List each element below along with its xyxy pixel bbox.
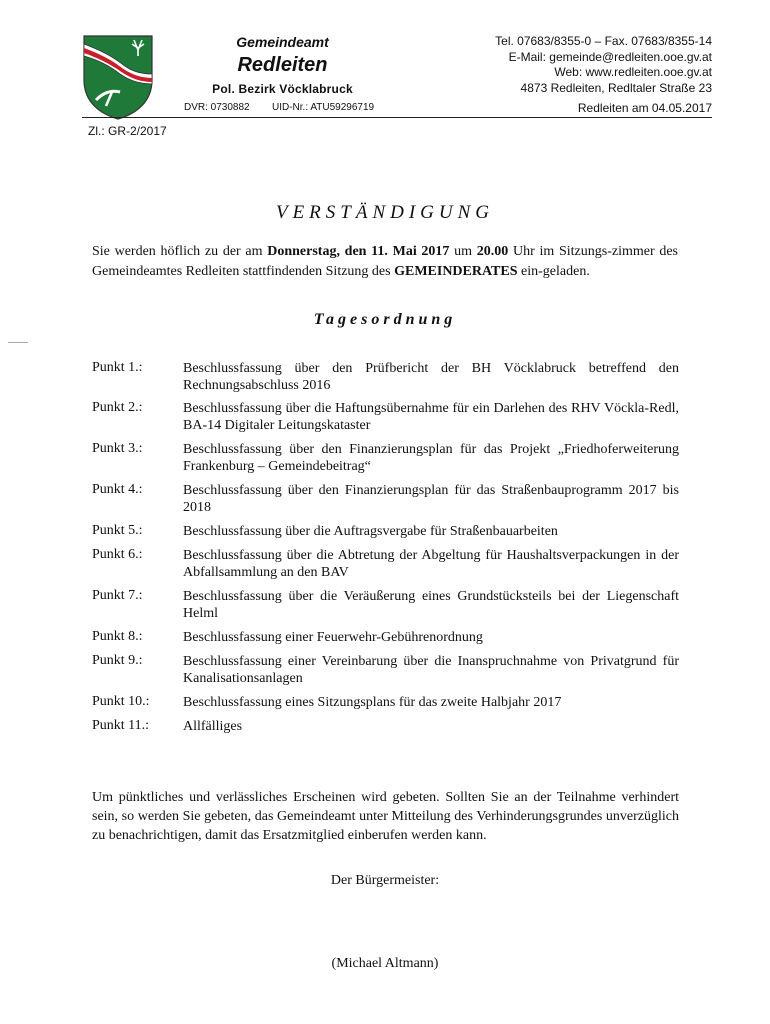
contact-web: Web: www.redleiten.ooe.gv.at <box>554 65 712 79</box>
meeting-time: 20.00 <box>476 244 509 259</box>
contact-phone: Tel. 07683/8355-0 – Fax. 07683/8355-14 <box>495 34 712 48</box>
contact-address: 4873 Redleiten, Redltaler Straße 23 <box>520 80 712 95</box>
org-line1: Gemeindeamt <box>236 34 329 50</box>
coat-of-arms-icon <box>82 34 154 120</box>
intro-text-1: Sie werden höflich zu der am <box>92 244 268 259</box>
closing-paragraph: Um pünktliches und verlässliches Erscheinen wird gebeten. Sollten Sie an der Teilnahme verhindert sein, so werden Sie gebeten, das Gemeindeamt unter Mitteilung des Verhinderungsgrundes unverzüglich zu benachrichtigen, damit das Ersatzmitglied einberufen werden kann. <box>92 790 679 843</box>
agenda-item-label: Punkt 5.: <box>92 523 143 538</box>
agenda-item-label: Punkt 7.: <box>92 588 143 603</box>
intro-text-2: um <box>449 244 477 259</box>
contact-email: E-Mail: gemeinde@redleiten.ooe.gv.at <box>508 49 712 64</box>
margin-mark <box>8 342 28 343</box>
agenda-item-text: Beschlussfassung eines Sitzungsplans für das zweite Halbjahr 2017 <box>183 695 562 710</box>
letter-date: Redleiten am 04.05.2017 <box>577 101 712 115</box>
agenda-item-label: Punkt 9.: <box>92 653 143 668</box>
agenda-item-label: Punkt 2.: <box>92 400 143 415</box>
agenda-title: Tagesordnung <box>313 311 457 328</box>
agenda-item-text: Beschlussfassung über den Finanzierungsplan für das Projekt „Friedhoferweiterung Frankenburg – Gemeindebeitrag“ <box>183 442 679 474</box>
intro-text-4: ein-geladen. <box>517 264 590 279</box>
intro-text-3: Uhr im Sitzungs-zimmer des Gemeindeamtes Redleiten stattfindenden Sitzung des <box>92 244 678 279</box>
agenda-item-label: Punkt 4.: <box>92 482 143 497</box>
agenda-item-label: Punkt 6.: <box>92 547 143 562</box>
agenda-item-label: Punkt 11.: <box>92 718 150 733</box>
meeting-date: Donnerstag, den 11. Mai 2017 <box>267 244 450 259</box>
header-divider <box>82 117 712 118</box>
reference-number: Zl.: GR-2/2017 <box>88 124 167 138</box>
intro-paragraph <box>92 242 678 282</box>
agenda-item-text: Beschlussfassung über die Abtretung der Abgeltung für Haushaltsverpackungen in der Abfallsammlung an den BAV <box>183 548 679 580</box>
agenda-item-text: Beschlussfassung über den Finanzierungsplan für das Straßenbauprogramm 2017 bis 2018 <box>183 483 679 515</box>
agenda-item-text: Beschlussfassung einer Vereinbarung über die Inanspruchnahme von Privatgrund für Kanalisationsanlagen <box>183 654 679 686</box>
document-title: VERSTÄNDIGUNG <box>275 202 495 223</box>
org-name: Redleiten <box>237 54 328 76</box>
agenda-item-text: Beschlussfassung über den Prüfbericht der BH Vöcklabruck betreffend den Rechnungsabschluss 2016 <box>183 361 679 393</box>
agenda-item-label: Punkt 10.: <box>92 694 150 709</box>
contact-block <box>495 34 712 96</box>
agenda-item-label: Punkt 8.: <box>92 629 143 644</box>
org-district: Pol. Bezirk Vöcklabruck <box>212 82 353 96</box>
uid-number: UID-Nr.: ATU59296719 <box>272 102 375 113</box>
agenda-item-text: Beschlussfassung über die Veräußerung eines Grundstücksteils bei der Liegenschaft Helml <box>183 589 679 621</box>
signature-role: Der Bürgermeister: <box>330 873 440 888</box>
signature-name: (Michael Altmann) <box>331 956 439 971</box>
agenda-item-text: Beschlussfassung über die Haftungsübernahme für ein Darlehen des RHV Vöckla-Redl, BA-14 Digitaler Leitungskataster <box>183 401 679 433</box>
agenda-item-label: Punkt 3.: <box>92 441 143 456</box>
agenda-item-text: Beschlussfassung einer Feuerwehr-Gebührenordnung <box>183 630 483 645</box>
agenda-item-text: Beschlussfassung über die Auftragsvergabe für Straßenbauarbeiten <box>183 524 558 539</box>
dvr-number: DVR: 0730882 <box>184 102 250 113</box>
agenda-item-text: Allfälliges <box>183 719 243 734</box>
agenda-item-label: Punkt 1.: <box>92 360 143 375</box>
meeting-body: GEMEINDERATES <box>394 264 518 279</box>
